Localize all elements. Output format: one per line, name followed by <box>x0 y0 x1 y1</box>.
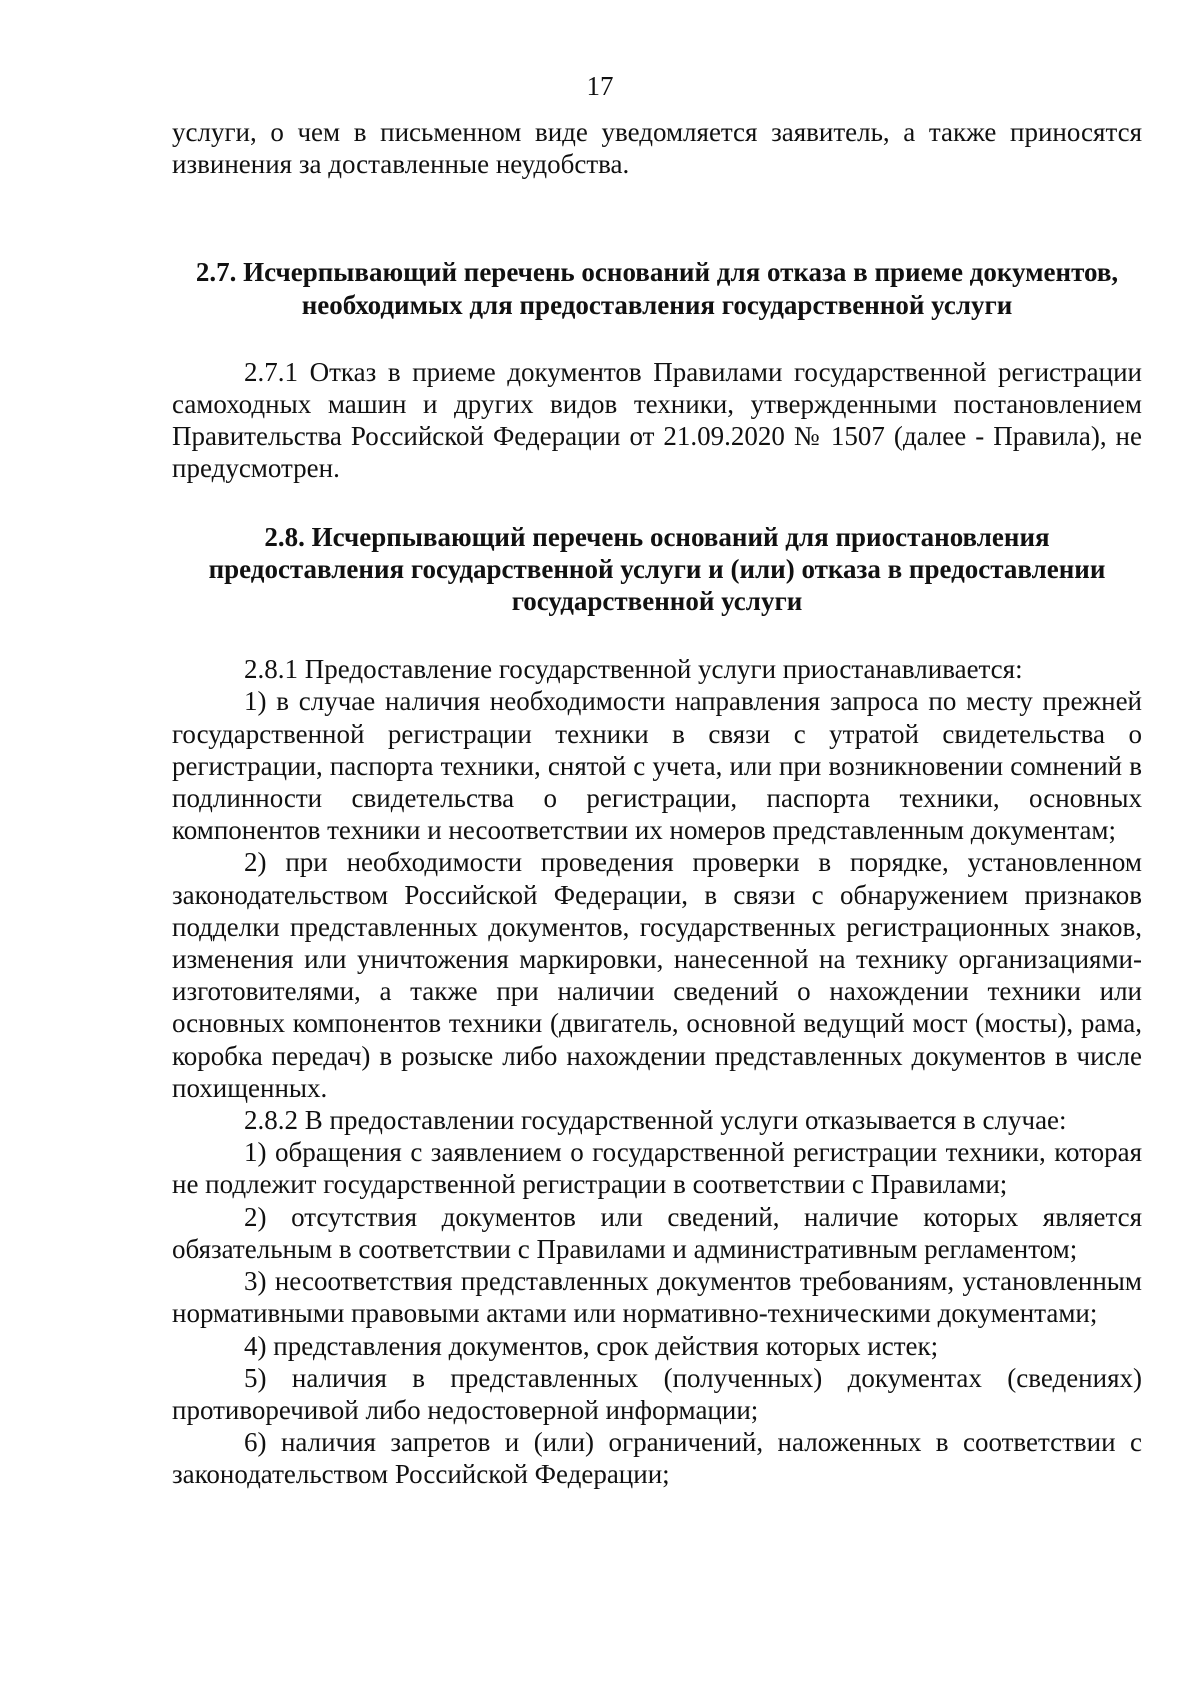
refuse-item-4: 4) представления документов, срок действия которых истек; <box>244 1330 939 1361</box>
suspend-item-1: 1) в случае наличия необходимости направления запроса по месту прежней государственной регистрации техники в связи с утратой свидетельства о регистрации, паспорта техники, снятой с учета, или при возникновении сомнений в подлинности свидетельства о регистрации, паспорта техники, основных компонентов техники и несоответствии их номеров представленным документам; <box>172 686 1142 846</box>
section-2-8-heading: 2.8. Исчерпывающий перечень оснований для приостановления предоставления государственной услуги и (или) отказа в предоставлении государственной услуги <box>208 521 1106 617</box>
intro-paragraph: услуги, о чем в письменном виде уведомляется заявитель, а также приносятся извинения за доставленные неудобства. <box>172 117 1142 180</box>
document-body <box>172 116 1142 1491</box>
paragraph-2-8-1: 2.8.1 Предоставление государственной услуги приостанавливается: <box>244 654 1023 685</box>
refuse-item-1: 1) обращения с заявлением о государственной регистрации техники, которая не подлежит государственной регистрации в соответствии с Правилами; <box>172 1137 1142 1200</box>
page-number: 17 <box>586 71 614 101</box>
section-2-7-heading: 2.7. Исчерпывающий перечень оснований для отказа в приеме документов, необходимых для предоставления государственной услуги <box>195 257 1119 320</box>
paragraph-2-7-1: 2.7.1 Отказ в приеме документов Правилами государственной регистрации самоходных машин и других видов техники, утвержденными постановлением Правительства Российской Федерации от 21.09.2020 № 1507 (далее - Правила), не предусмотрен. <box>172 356 1142 484</box>
refuse-item-2: 2) отсутствия документов или сведений, наличие которых является обязательным в соответствии с Правилами и административным регламентом; <box>172 1201 1142 1264</box>
refuse-item-5: 5) наличия в представленных (полученных) документах (сведениях) противоречивой либо недостоверной информации; <box>172 1362 1142 1425</box>
paragraph-2-8-2: 2.8.2 В предоставлении государственной услуги отказывается в случае: <box>244 1105 1067 1136</box>
refuse-item-3: 3) несоответствия представленных документов требованиям, установленным нормативными правовыми актами или нормативно-техническими документами; <box>172 1266 1142 1329</box>
refuse-item-6: 6) наличия запретов и (или) ограничений, наложенных в соответствии с законодательством Российской Федерации; <box>172 1427 1142 1490</box>
suspend-item-2: 2) при необходимости проведения проверки в порядке, установленном законодательством Российской Федерации, в связи с обнаружением признаков подделки представленных документов, государственных регистрационных знаков, изменения или уничтожения маркировки, нанесенной на технику организациями-изготовителями, а также при наличии сведений о нахождении техники или основных компонентов техники (двигатель, основной ведущий мост (мосты), рама, коробка передач) в розыске либо нахождении представленных документов в числе похищенных. <box>172 847 1142 1103</box>
